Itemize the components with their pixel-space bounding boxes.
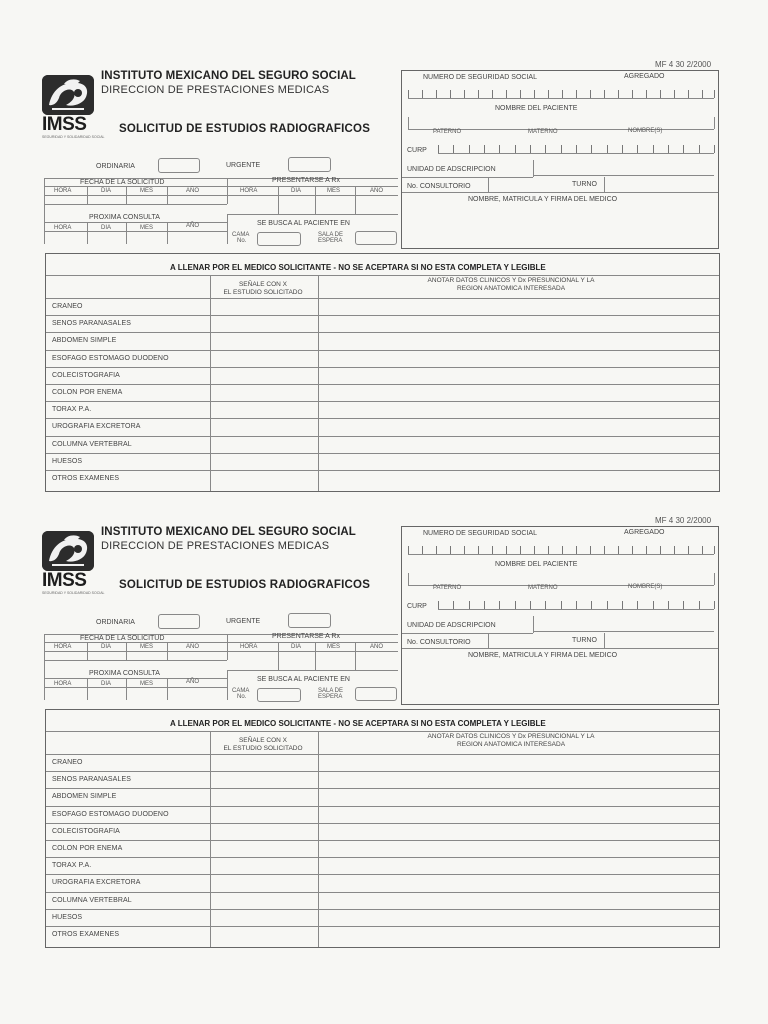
senale-header-line2: EL ESTUDIO SOLICITADO	[223, 289, 303, 296]
patient-panel	[401, 70, 719, 249]
clinical-notes-cell[interactable]	[319, 926, 719, 943]
nss-digit-divider	[702, 546, 703, 554]
study-check-cell[interactable]	[211, 332, 318, 349]
study-check-cell[interactable]	[211, 788, 318, 805]
clinical-notes-cell[interactable]	[319, 823, 719, 840]
turno-label: TURNO	[572, 637, 597, 644]
clinical-notes-cell[interactable]	[319, 857, 719, 874]
clinical-notes-cell[interactable]	[319, 840, 719, 857]
dia-label: DIA	[291, 644, 302, 650]
nss-digit-divider	[436, 90, 437, 98]
study-check-cell[interactable]	[211, 315, 318, 332]
curp-digit-divider	[576, 601, 577, 609]
study-check-cell[interactable]	[211, 823, 318, 840]
unidad-label: UNIDAD DE ADSCRIPCION	[407, 622, 496, 629]
clinical-notes-cell[interactable]	[319, 418, 719, 435]
clinical-notes-cell[interactable]	[319, 892, 719, 909]
ano-label: AÑO	[186, 223, 200, 229]
nss-digit-divider	[478, 90, 479, 98]
busca-paciente-label: SE BUSCA AL PACIENTE EN	[257, 220, 350, 227]
curp-digit-divider	[530, 601, 531, 609]
curp-digit-divider	[545, 145, 546, 153]
nss-digit-divider	[450, 546, 451, 554]
clinical-header	[346, 277, 676, 293]
mes-label: MES	[140, 188, 154, 194]
nss-digit-divider	[408, 90, 409, 98]
nss-digit-divider	[688, 90, 689, 98]
study-label: HUESOS	[52, 458, 83, 465]
nombres-label: NOMBRE(S)	[628, 128, 663, 134]
curp-digit-divider	[515, 601, 516, 609]
clinical-notes-cell[interactable]	[319, 367, 719, 384]
imss-eagle-logo	[42, 531, 94, 571]
cama-label: CAMA	[232, 688, 250, 694]
nss-digit-divider	[674, 90, 675, 98]
nombre-paciente-label: NOMBRE DEL PACIENTE	[495, 561, 578, 568]
nss-digit-divider	[506, 90, 507, 98]
curp-digit-divider	[453, 601, 454, 609]
nss-digit-divider	[436, 546, 437, 554]
study-label: ESOFAGO ESTOMAGO DUODENO	[52, 355, 169, 362]
clinical-header-line2: REGION ANATOMICA INTERESADA	[456, 741, 566, 748]
nss-digit-divider	[534, 90, 535, 98]
clinical-notes-cell[interactable]	[319, 384, 719, 401]
table-banner: A LLENAR POR EL MEDICO SOLICITANTE - NO SE ACEPTARA SI NO ESTA COMPLETA Y LEGIBLE	[170, 263, 546, 272]
nss-digit-divider	[714, 90, 715, 98]
curp-digit-divider	[561, 601, 562, 609]
logo-wordmark: IMSS	[42, 114, 87, 135]
clinical-notes-cell[interactable]	[319, 754, 719, 771]
clinical-notes-cell[interactable]	[319, 350, 719, 367]
fecha-solicitud-label: FECHA DE LA SOLICITUD	[80, 179, 165, 186]
curp-digit-divider	[668, 145, 669, 153]
study-label: ABDOMEN SIMPLE	[52, 337, 117, 344]
nss-digit-divider	[534, 546, 535, 554]
mes-label: MES	[327, 644, 341, 650]
curp-digit-divider	[453, 145, 454, 153]
study-check-cell[interactable]	[211, 754, 318, 771]
study-label: UROGRAFIA EXCRETORA	[52, 879, 141, 886]
curp-digit-divider	[515, 145, 516, 153]
study-check-cell[interactable]	[211, 874, 318, 891]
ordinaria-checkbox[interactable]	[158, 158, 200, 173]
curp-digit-divider	[499, 145, 500, 153]
study-label: UROGRAFIA EXCRETORA	[52, 423, 141, 430]
urgente-checkbox[interactable]	[288, 613, 331, 628]
study-check-cell[interactable]	[211, 771, 318, 788]
curp-digit-boxes[interactable]	[438, 598, 714, 610]
study-label: COLUMNA VERTEBRAL	[52, 897, 132, 904]
nss-digit-divider	[562, 546, 563, 554]
nss-digit-divider	[674, 546, 675, 554]
nss-digit-divider	[618, 546, 619, 554]
ano-label: AÑO	[370, 644, 384, 650]
nss-label: NUMERO DE SEGURIDAD SOCIAL	[423, 74, 537, 81]
curp-digit-divider	[469, 601, 470, 609]
study-label: ESOFAGO ESTOMAGO DUODENO	[52, 811, 169, 818]
consultorio-label: No. CONSULTORIO	[407, 183, 471, 190]
study-label: TORAX P.A.	[52, 862, 92, 869]
consultorio-label: No. CONSULTORIO	[407, 639, 471, 646]
study-label: CRANEO	[52, 759, 83, 766]
clinical-header	[346, 733, 676, 749]
curp-digit-divider	[591, 145, 592, 153]
hora-label: HORA	[240, 188, 258, 194]
form-title: SOLICITUD DE ESTUDIOS RADIOGRAFICOS	[119, 123, 371, 135]
study-check-cell[interactable]	[211, 909, 318, 926]
study-label: SENOS PARANASALES	[52, 320, 131, 327]
espera-label: ESPERA	[318, 694, 343, 700]
study-check-cell[interactable]	[211, 892, 318, 909]
nss-digit-divider	[492, 90, 493, 98]
clinical-notes-cell[interactable]	[319, 298, 719, 315]
mes-label: MES	[140, 644, 154, 650]
nss-digit-boxes[interactable]	[408, 543, 714, 555]
nss-digit-divider	[450, 90, 451, 98]
espera-label: ESPERA	[318, 238, 343, 244]
curp-digit-divider	[683, 145, 684, 153]
paterno-label: PATERNO	[433, 129, 462, 135]
study-label: COLUMNA VERTEBRAL	[52, 441, 132, 448]
dia-label: DIA	[101, 644, 112, 650]
turno-label: TURNO	[572, 181, 597, 188]
curp-digit-divider	[699, 601, 700, 609]
clinical-notes-cell[interactable]	[319, 788, 719, 805]
nss-digit-divider	[646, 546, 647, 554]
study-label: CRANEO	[52, 303, 83, 310]
logo-tagline: SEGURIDAD Y SOLIDARIDAD SOCIAL	[42, 591, 105, 595]
logo-wordmark: IMSS	[42, 570, 87, 591]
curp-digit-divider	[622, 145, 623, 153]
curp-digit-divider	[622, 601, 623, 609]
clinical-notes-cell[interactable]	[319, 436, 719, 453]
hora-label: HORA	[54, 225, 72, 231]
study-label: OTROS EXAMENES	[52, 931, 120, 938]
nss-digit-boxes[interactable]	[408, 87, 714, 99]
curp-digit-divider	[668, 601, 669, 609]
nss-digit-divider	[590, 546, 591, 554]
nss-digit-divider	[660, 546, 661, 554]
ordinaria-label: ORDINARIA	[96, 163, 135, 170]
curp-digit-divider	[637, 145, 638, 153]
cama-label: CAMA	[232, 232, 250, 238]
form-code: MF 4 30 2/2000	[655, 60, 712, 69]
study-check-cell[interactable]	[211, 401, 318, 418]
nss-digit-divider	[576, 90, 577, 98]
senale-header-line1: SEÑALE CON X	[238, 281, 288, 288]
eagle-icon	[42, 75, 94, 115]
institution-name: INSTITUTO MEXICANO DEL SEGURO SOCIAL	[101, 526, 356, 538]
eagle-icon	[42, 531, 94, 571]
nss-digit-divider	[632, 546, 633, 554]
study-label: COLON POR ENEMA	[52, 389, 123, 396]
study-check-cell[interactable]	[211, 806, 318, 823]
direction-name: DIRECCION DE PRESTACIONES MEDICAS	[101, 84, 330, 96]
materno-label: MATERNO	[528, 129, 558, 135]
nss-digit-divider	[576, 546, 577, 554]
study-label: COLECISTOGRAFIA	[52, 828, 120, 835]
ano-label: AÑO	[186, 679, 200, 685]
busca-paciente-label: SE BUSCA AL PACIENTE EN	[257, 676, 350, 683]
nss-digit-divider	[548, 546, 549, 554]
curp-baseline	[438, 609, 714, 610]
nss-digit-divider	[520, 546, 521, 554]
nss-digit-divider	[478, 546, 479, 554]
curp-digit-divider	[530, 145, 531, 153]
cama-input[interactable]	[257, 232, 301, 246]
study-check-cell[interactable]	[211, 857, 318, 874]
senale-header	[209, 281, 317, 297]
materno-label: MATERNO	[528, 585, 558, 591]
sala-espera-input[interactable]	[355, 231, 397, 245]
dates-grid	[44, 634, 398, 700]
ano-label: AÑO	[370, 188, 384, 194]
study-check-cell[interactable]	[211, 367, 318, 384]
sala-label: SALA DE	[318, 232, 344, 238]
hora-label: HORA	[54, 681, 72, 687]
study-label: COLECISTOGRAFIA	[52, 372, 120, 379]
clinical-notes-cell[interactable]	[319, 315, 719, 332]
dia-label: DIA	[101, 681, 112, 687]
curp-digit-divider	[607, 601, 608, 609]
study-check-cell[interactable]	[211, 418, 318, 435]
form-copy-1	[0, 0, 768, 482]
urgente-checkbox[interactable]	[288, 157, 331, 172]
dia-label: DIA	[291, 188, 302, 194]
curp-digit-divider	[699, 145, 700, 153]
study-check-cell[interactable]	[211, 384, 318, 401]
cama-no-label: No.	[237, 238, 247, 244]
sala-espera-input[interactable]	[355, 687, 397, 701]
patient-panel	[401, 526, 719, 705]
hora-label: HORA	[54, 188, 72, 194]
nss-digit-divider	[464, 546, 465, 554]
curp-digit-divider	[438, 601, 439, 609]
hora-label: HORA	[54, 644, 72, 650]
nss-digit-divider	[590, 90, 591, 98]
unidad-label: UNIDAD DE ADSCRIPCION	[407, 166, 496, 173]
fecha-solicitud-label: FECHA DE LA SOLICITUD	[80, 635, 165, 642]
curp-baseline	[438, 153, 714, 154]
curp-label: CURP	[407, 603, 427, 610]
nss-digit-divider	[422, 90, 423, 98]
clinical-notes-cell[interactable]	[319, 332, 719, 349]
paterno-label: PATERNO	[433, 585, 462, 591]
study-label: COLON POR ENEMA	[52, 845, 123, 852]
study-label: SENOS PARANASALES	[52, 776, 131, 783]
medico-label: NOMBRE, MATRICULA Y FIRMA DEL MEDICO	[468, 652, 618, 659]
dia-label: DIA	[101, 188, 112, 194]
form-copy-2	[0, 456, 768, 938]
curp-digit-divider	[576, 145, 577, 153]
nss-digit-divider	[702, 90, 703, 98]
proxima-consulta-label: PROXIMA CONSULTA	[89, 214, 160, 221]
study-label: ABDOMEN SIMPLE	[52, 793, 117, 800]
clinical-header-line1: ANOTAR DATOS CLINICOS Y Dx PRESUNCIONAL Y LA	[427, 277, 595, 284]
study-check-cell[interactable]	[211, 298, 318, 315]
curp-digit-divider	[591, 601, 592, 609]
study-check-cell[interactable]	[211, 840, 318, 857]
curp-digit-divider	[545, 601, 546, 609]
nss-digit-divider	[714, 546, 715, 554]
curp-digit-boxes[interactable]	[438, 142, 714, 154]
table-banner: A LLENAR POR EL MEDICO SOLICITANTE - NO SE ACEPTARA SI NO ESTA COMPLETA Y LEGIBLE	[170, 719, 546, 728]
nss-digit-divider	[548, 90, 549, 98]
curp-digit-divider	[469, 145, 470, 153]
curp-digit-divider	[714, 601, 715, 609]
ano-label: AÑO	[186, 188, 200, 194]
clinical-notes-cell[interactable]	[319, 806, 719, 823]
senale-header-line2: EL ESTUDIO SOLICITADO	[223, 745, 303, 752]
senale-header-line1: SEÑALE CON X	[238, 737, 288, 744]
proxima-consulta-label: PROXIMA CONSULTA	[89, 670, 160, 677]
nombre-paciente-label: NOMBRE DEL PACIENTE	[495, 105, 578, 112]
nss-digit-divider	[520, 90, 521, 98]
mes-label: MES	[140, 681, 154, 687]
curp-digit-divider	[653, 601, 654, 609]
study-check-cell[interactable]	[211, 350, 318, 367]
clinical-notes-cell[interactable]	[319, 401, 719, 418]
urgente-label: URGENTE	[226, 162, 261, 169]
nss-baseline	[408, 98, 714, 99]
curp-digit-divider	[714, 145, 715, 153]
ordinaria-label: ORDINARIA	[96, 619, 135, 626]
clinical-notes-cell[interactable]	[319, 874, 719, 891]
senale-header	[209, 737, 317, 753]
ordinaria-checkbox[interactable]	[158, 614, 200, 629]
study-label: HUESOS	[52, 914, 83, 921]
nss-digit-divider	[408, 546, 409, 554]
medico-label: NOMBRE, MATRICULA Y FIRMA DEL MEDICO	[468, 196, 618, 203]
mes-label: MES	[327, 188, 341, 194]
agregado-label: AGREGADO	[624, 73, 665, 80]
cama-input[interactable]	[257, 688, 301, 702]
nss-baseline	[408, 554, 714, 555]
ano-label: AÑO	[186, 644, 200, 650]
study-check-cell[interactable]	[211, 436, 318, 453]
study-check-cell[interactable]	[211, 926, 318, 943]
clinical-notes-cell[interactable]	[319, 909, 719, 926]
curp-digit-divider	[438, 145, 439, 153]
presentarse-label: PRESENTARSE A Rx	[272, 177, 340, 184]
nss-digit-divider	[646, 90, 647, 98]
curp-digit-divider	[499, 601, 500, 609]
form-code: MF 4 30 2/2000	[655, 516, 712, 525]
logo-tagline: SEGURIDAD Y SOLIDARIDAD SOCIAL	[42, 135, 105, 139]
nss-digit-divider	[632, 90, 633, 98]
curp-digit-divider	[607, 145, 608, 153]
sala-label: SALA DE	[318, 688, 344, 694]
curp-digit-divider	[561, 145, 562, 153]
nss-digit-divider	[660, 90, 661, 98]
nss-digit-divider	[562, 90, 563, 98]
imss-eagle-logo	[42, 75, 94, 115]
nss-digit-divider	[604, 90, 605, 98]
curp-digit-divider	[637, 601, 638, 609]
curp-digit-divider	[653, 145, 654, 153]
dates-grid	[44, 178, 398, 244]
study-label: OTROS EXAMENES	[52, 475, 120, 482]
curp-digit-divider	[484, 145, 485, 153]
cama-no-label: No.	[237, 694, 247, 700]
curp-digit-divider	[683, 601, 684, 609]
nss-digit-divider	[422, 546, 423, 554]
direction-name: DIRECCION DE PRESTACIONES MEDICAS	[101, 540, 330, 552]
clinical-notes-cell[interactable]	[319, 771, 719, 788]
agregado-label: AGREGADO	[624, 529, 665, 536]
nss-digit-divider	[604, 546, 605, 554]
presentarse-label: PRESENTARSE A Rx	[272, 633, 340, 640]
form-title: SOLICITUD DE ESTUDIOS RADIOGRAFICOS	[119, 579, 371, 591]
clinical-header-line1: ANOTAR DATOS CLINICOS Y Dx PRESUNCIONAL Y LA	[427, 733, 595, 740]
nss-digit-divider	[618, 90, 619, 98]
curp-digit-divider	[484, 601, 485, 609]
nss-digit-divider	[464, 90, 465, 98]
studies-table	[45, 709, 720, 948]
dia-label: DIA	[101, 225, 112, 231]
mes-label: MES	[140, 225, 154, 231]
clinical-header-line2: REGION ANATOMICA INTERESADA	[456, 285, 566, 292]
study-label: TORAX P.A.	[52, 406, 92, 413]
nss-digit-divider	[506, 546, 507, 554]
nss-digit-divider	[688, 546, 689, 554]
nss-digit-divider	[492, 546, 493, 554]
nombres-label: NOMBRE(S)	[628, 584, 663, 590]
nss-label: NUMERO DE SEGURIDAD SOCIAL	[423, 530, 537, 537]
urgente-label: URGENTE	[226, 618, 261, 625]
institution-name: INSTITUTO MEXICANO DEL SEGURO SOCIAL	[101, 70, 356, 82]
study-rows	[46, 754, 719, 947]
curp-label: CURP	[407, 147, 427, 154]
hora-label: HORA	[240, 644, 258, 650]
